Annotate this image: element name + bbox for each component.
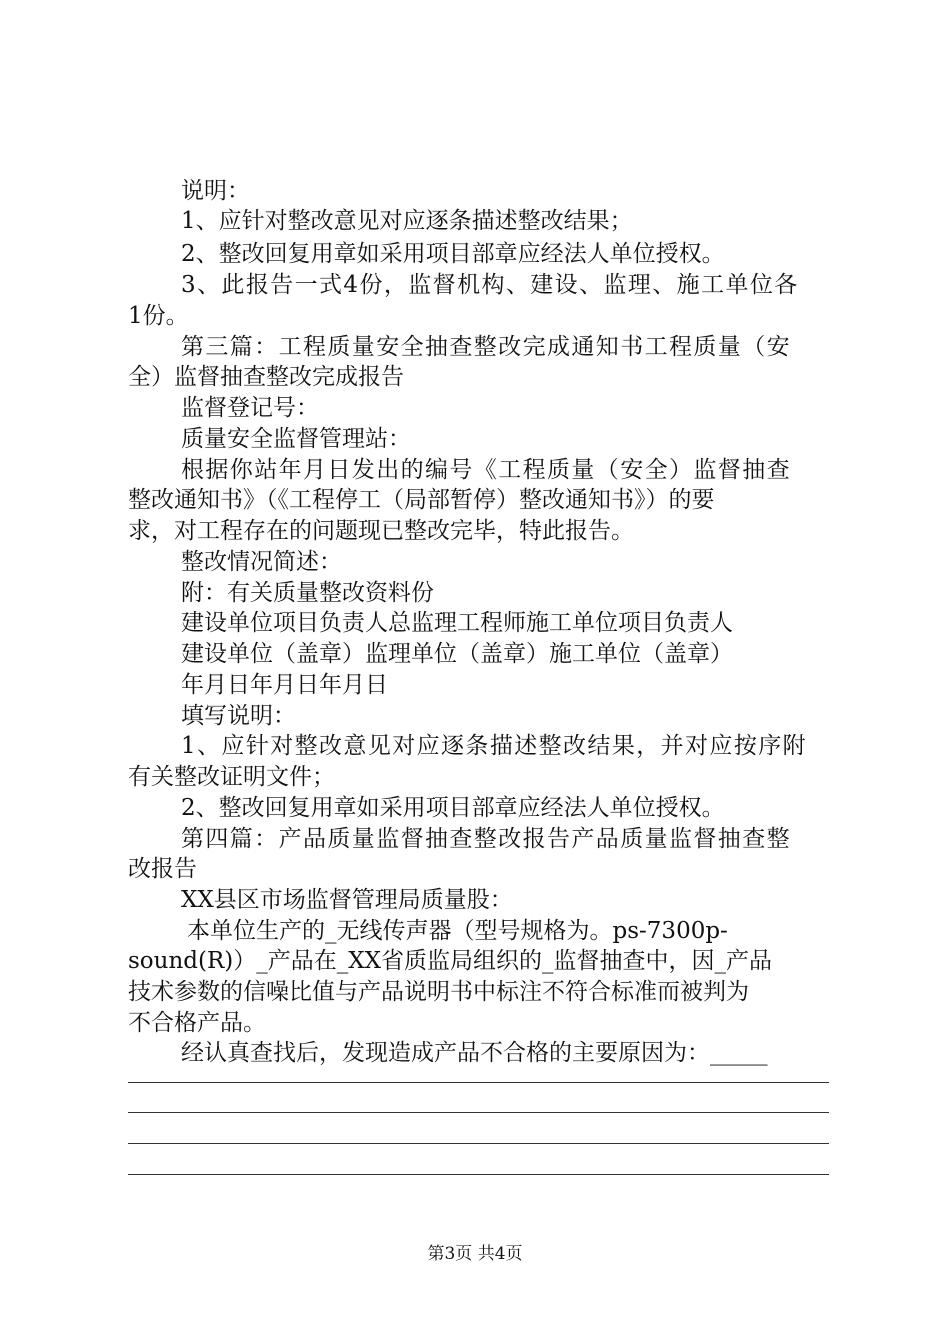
product-paragraph-line-3: 技术参数的信噪比值与产品说明书中标注不符合标准而被判为 [128, 979, 749, 1005]
attachment-line: 附：有关质量整改资料份 [181, 580, 434, 606]
fill-instructions-heading: 填写说明： [181, 703, 296, 729]
signatories-line: 建设单位项目负责人总监理工程师施工单位项目负责人 [181, 610, 733, 636]
section-4-title-cont: 改报告 [128, 856, 197, 882]
note-item-1: 1、应针对整改意见对应逐条描述整改结果； [181, 208, 633, 234]
seals-line: 建设单位（盖章）监理单位（盖章）施工单位（盖章） [181, 641, 733, 667]
fill-instruction-2: 2、整改回复用章如采用项目部章应经法人单位授权。 [181, 795, 725, 821]
body-paragraph-line-3: 求，对工程存在的问题现已整改完毕，特此报告。 [128, 518, 634, 544]
note-heading: 说明： [181, 178, 250, 204]
note-item-3: 3、此报告一式4份，监督机构、建设、监理、施工单位各 [181, 272, 799, 298]
note-item-2: 2、整改回复用章如采用项目部章应经法人单位授权。 [181, 241, 725, 267]
registration-number-label: 监督登记号： [181, 395, 319, 421]
blank-fill-line-4 [128, 1174, 829, 1175]
blank-fill-line-1 [128, 1082, 829, 1083]
section-4-title: 第四篇：产品质量监督抽查整改报告产品质量监督抽查整 [181, 826, 791, 852]
dates-line: 年月日年月日年月日 [181, 672, 388, 698]
fill-instruction-1-cont: 有关整改证明文件； [128, 764, 335, 790]
note-item-3-cont: 1份。 [128, 303, 189, 329]
body-paragraph-line-1: 根据你站年月日发出的编号《工程质量（安全）监督抽查 [181, 457, 791, 483]
product-paragraph-line-2: sound(R)）_产品在_XX省质监局组织的_监督抽查中，因_产品 [128, 948, 773, 974]
blank-fill-line-2 [128, 1112, 829, 1113]
summary-label: 整改情况简述： [181, 549, 342, 575]
blank-fill-line-3 [128, 1143, 829, 1144]
section-3-title-cont: 全）监督抽查整改完成报告 [128, 364, 404, 390]
addressee: 质量安全监督管理站： [181, 426, 411, 452]
product-paragraph-line-1: 本单位生产的_无线传声器（型号规格为。ps-7300p- [187, 918, 728, 944]
body-paragraph-line-2: 整改通知书》（《工程停工（局部暂停）整改通知书》）的要 [128, 487, 715, 513]
product-paragraph-line-4: 不合格产品。 [128, 1010, 266, 1036]
cause-prompt: 经认真查找后，发现造成产品不合格的主要原因为：_____ [181, 1040, 768, 1066]
section-3-title: 第三篇：工程质量安全抽查整改完成通知书工程质量（安 [181, 334, 791, 360]
fill-instruction-1: 1、应针对整改意见对应逐条描述整改结果，并对应按序附 [181, 733, 808, 759]
addressee-2: XX县区市场监督管理局质量股： [181, 887, 513, 913]
page-footer: 第3页 共4页 [427, 1244, 523, 1264]
